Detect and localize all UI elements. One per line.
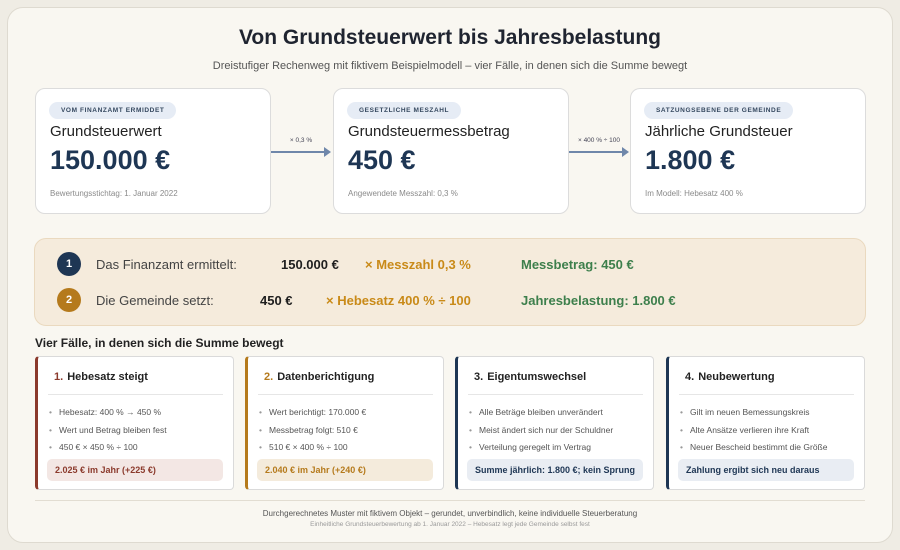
case-items xyxy=(49,407,167,460)
arrow-right-icon xyxy=(568,145,630,159)
list-item: • 510 € × 400 % ÷ 100 xyxy=(259,442,348,452)
case-card-neubewertung xyxy=(666,356,865,490)
footer-note: Einheitliche Grundsteuerbewertung ab 1. Januar 2022 – Hebesatz legt jede Gemeinde selbst fest xyxy=(310,521,590,528)
step-value: 450 € xyxy=(260,293,293,308)
step-value: 150.000 € xyxy=(281,257,339,272)
divider xyxy=(679,394,854,395)
stage-note: Bewertungsstichtag: 1. Januar 2022 xyxy=(50,189,178,198)
connector-label: × 400 % ÷ 100 xyxy=(577,137,621,144)
step-result: Jahresbelastung: 1.800 € xyxy=(521,293,676,308)
list-item: • Messbetrag folgt: 510 € xyxy=(259,424,358,435)
stage-title: Jährliche Grundsteuer xyxy=(645,123,793,140)
connector-1 xyxy=(270,137,332,161)
case-number: 3. xyxy=(474,371,484,383)
case-result: Zahlung ergibt sich neu daraus xyxy=(678,459,854,481)
case-title-text: Neubewertung xyxy=(698,371,775,383)
step-number-badge: 1 xyxy=(57,252,81,276)
case-card-eigentumswechsel xyxy=(455,356,654,490)
connector-label: × 0,3 % xyxy=(289,137,313,144)
case-card-hebesatz xyxy=(35,356,234,490)
case-items xyxy=(259,407,366,460)
stage-note: Im Modell: Hebesatz 400 % xyxy=(645,189,743,198)
list-item: • Alte Ansätze verlieren ihre Kraft xyxy=(680,424,810,435)
footer-divider xyxy=(35,500,865,501)
case-number: 2. xyxy=(264,371,274,383)
case-items xyxy=(469,407,613,460)
case-items xyxy=(680,407,827,460)
step-row-1 xyxy=(35,251,867,277)
list-item: • Meist ändert sich nur der Schuldner xyxy=(469,424,614,435)
stage-value: 1.800 € xyxy=(645,145,736,175)
case-result: 2.040 € im Jahr (+240 €) xyxy=(257,459,433,481)
stage-card-grundsteuer xyxy=(630,88,866,214)
stage-note: Angewendete Messzahl: 0,3 % xyxy=(348,189,458,198)
step-operation: × Hebesatz 400 % ÷ 100 xyxy=(326,293,471,308)
list-item: • Gilt im neuen Bemessungskreis xyxy=(680,407,810,417)
stage-value: 450 € xyxy=(348,145,416,175)
page-title: Von Grundsteuerwert bis Jahresbelastung xyxy=(238,26,662,49)
list-item: • Wert und Betrag bleiben fest xyxy=(49,424,167,435)
divider xyxy=(48,394,223,395)
stage-title: Grundsteuermessbetrag xyxy=(348,123,510,140)
page-subtitle: Dreistufiger Rechenweg mit fiktivem Beispielmodell – vier Fälle, in denen sich die Summe bewegt xyxy=(212,60,688,72)
list-item: • Alle Beträge bleiben unverändert xyxy=(469,407,603,417)
case-result: Summe jährlich: 1.800 €; kein Sprung xyxy=(467,459,643,481)
list-item: • 450 € × 450 % ÷ 100 xyxy=(49,442,138,452)
step-label: Die Gemeinde setzt: xyxy=(96,293,214,308)
list-item: • Verteilung geregelt im Vertrag xyxy=(469,442,591,452)
stage-badge: SATZUNGSEBENE DER GEMEINDE xyxy=(644,102,793,119)
case-title xyxy=(474,371,586,383)
list-item: • Neuer Bescheid bestimmt die Größe xyxy=(680,442,828,452)
stage-value: 150.000 € xyxy=(50,145,171,175)
stage-badge: VOM FINANZAMT ERMIDDET xyxy=(49,102,176,119)
case-title xyxy=(54,371,148,383)
footer-disclaimer: Durchgerechnetes Muster mit fiktivem Objekt – gerundet, unverbindlich, keine individuelle Steuerberatung xyxy=(262,509,638,518)
step-label: Das Finanzamt ermittelt: xyxy=(96,257,237,272)
case-number: 1. xyxy=(54,371,64,383)
case-title xyxy=(264,371,374,383)
divider xyxy=(258,394,433,395)
case-result: 2.025 € im Jahr (+225 €) xyxy=(47,459,223,481)
step-number-badge: 2 xyxy=(57,288,81,312)
case-title-text: Datenberichtigung xyxy=(277,371,375,383)
list-item: • Hebesatz: 400 % → 450 % xyxy=(49,407,162,417)
stage-card-messbetrag xyxy=(333,88,569,214)
stage-card-grundsteuerwert xyxy=(35,88,271,214)
connector-2 xyxy=(568,137,630,161)
divider xyxy=(468,394,643,395)
arrow-right-icon xyxy=(270,145,332,159)
case-number: 4. xyxy=(685,371,695,383)
stage-title: Grundsteuerwert xyxy=(50,123,162,140)
case-card-datenberichtigung xyxy=(245,356,444,490)
step-row-2 xyxy=(35,287,867,313)
step-result: Messbetrag: 450 € xyxy=(521,257,634,272)
case-title-text: Eigentumswechsel xyxy=(487,371,587,383)
cases-heading: Vier Fälle, in denen sich die Summe bewegt xyxy=(35,336,284,350)
calculation-steps xyxy=(34,238,866,326)
case-title-text: Hebesatz steigt xyxy=(67,371,148,383)
step-operation: × Messzahl 0,3 % xyxy=(365,257,471,272)
case-title xyxy=(685,371,775,383)
list-item: • Wert berichtigt: 170.000 € xyxy=(259,407,367,417)
stage-badge: GESETZLICHE MESZAHL xyxy=(347,102,461,119)
